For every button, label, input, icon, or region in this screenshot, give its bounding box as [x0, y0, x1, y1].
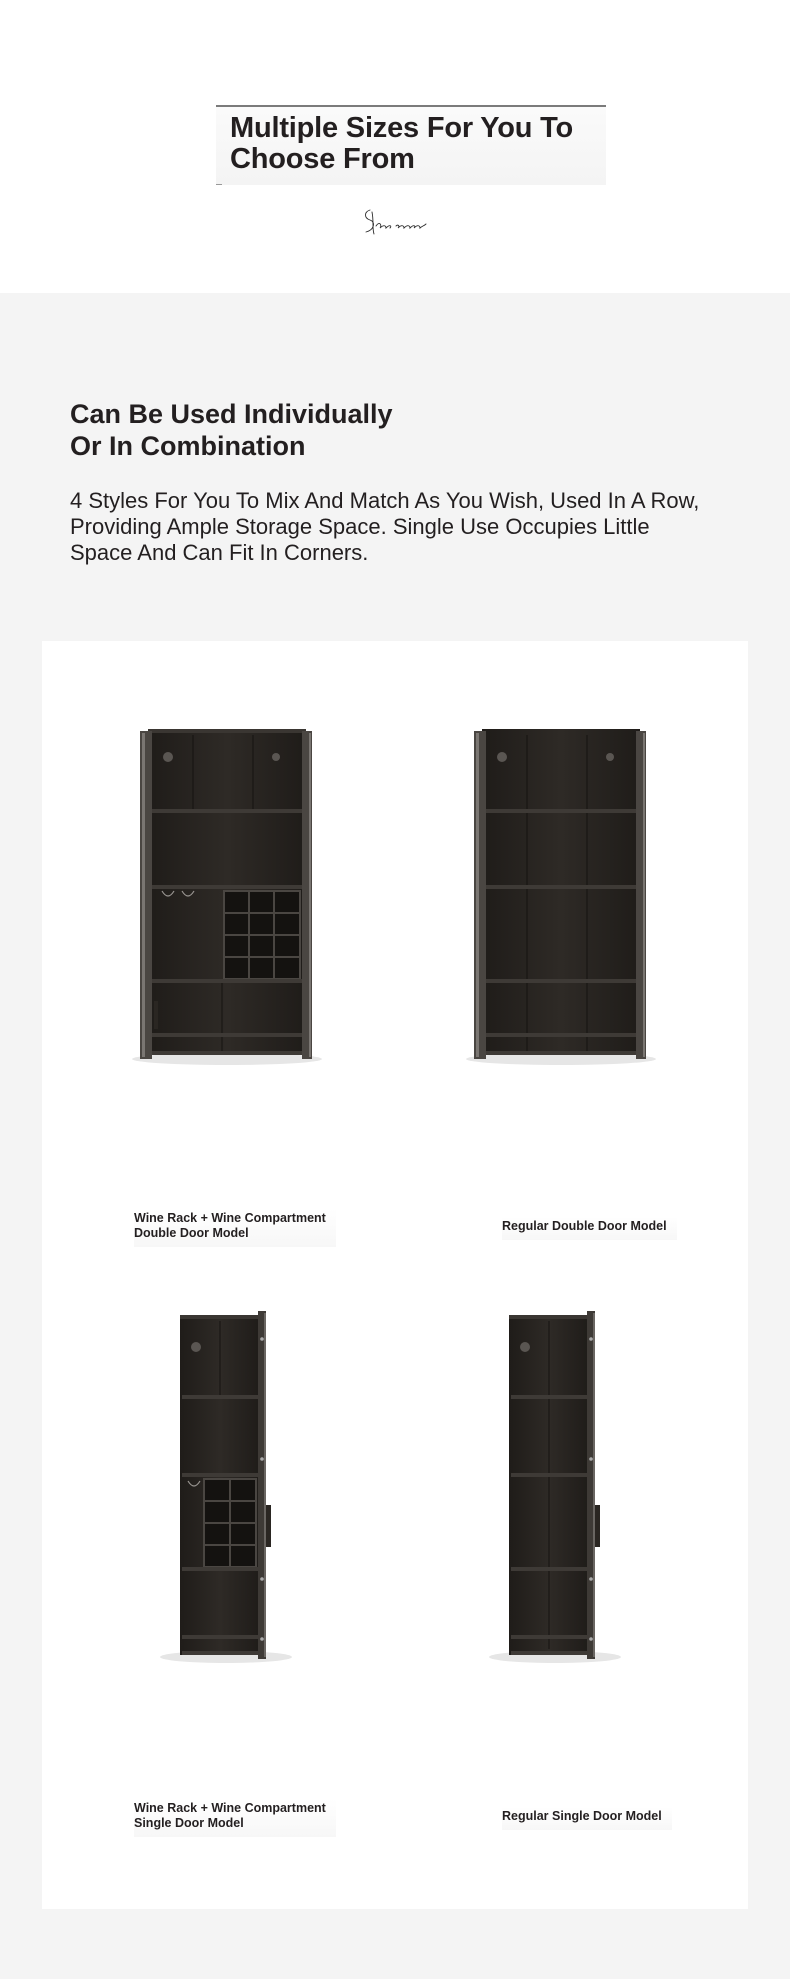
product-caption-4-line-1: Regular Single Door Model — [502, 1809, 662, 1823]
header-tick — [216, 184, 222, 185]
product-card-1 — [132, 721, 322, 1071]
header-section — [0, 0, 790, 293]
product-caption-3-line-1: Wine Rack + Wine Compartment — [134, 1801, 326, 1815]
features-section — [0, 293, 790, 1979]
double-door-cabinet-icon — [466, 721, 656, 1071]
section-heading — [70, 398, 470, 462]
product-caption-4 — [502, 1807, 672, 1830]
single-door-wine-cabinet-icon — [156, 1309, 296, 1669]
section-heading-line-1: Can Be Used Individually — [70, 399, 393, 429]
page-title-line-2: Choose From — [230, 143, 415, 175]
product-caption-1-line-2: Double Door Model — [134, 1226, 249, 1240]
product-card-4 — [485, 1309, 625, 1669]
product-panel — [42, 641, 748, 1909]
page-title-line-1: Multiple Sizes For You To — [230, 112, 574, 144]
page-title — [230, 113, 600, 175]
product-caption-3 — [134, 1799, 336, 1837]
product-caption-3-line-2: Single Door Model — [134, 1816, 244, 1830]
section-description: 4 Styles For You To Mix And Match As You Wish, Used In A Row, Providing Ample Storage Space. Single Use Occupies Little Space And Can Fit In Corners. — [70, 488, 700, 565]
product-caption-2-line-1: Regular Double Door Model — [502, 1219, 667, 1233]
product-caption-1 — [134, 1209, 336, 1247]
product-caption-2 — [502, 1217, 677, 1240]
product-card-2 — [466, 721, 656, 1071]
signature-icon — [360, 204, 434, 238]
section-heading-line-2: Or In Combination — [70, 431, 306, 461]
single-door-cabinet-icon — [485, 1309, 625, 1669]
product-card-3 — [156, 1309, 296, 1669]
double-door-wine-cabinet-icon — [132, 721, 322, 1071]
product-caption-1-line-1: Wine Rack + Wine Compartment — [134, 1211, 326, 1225]
